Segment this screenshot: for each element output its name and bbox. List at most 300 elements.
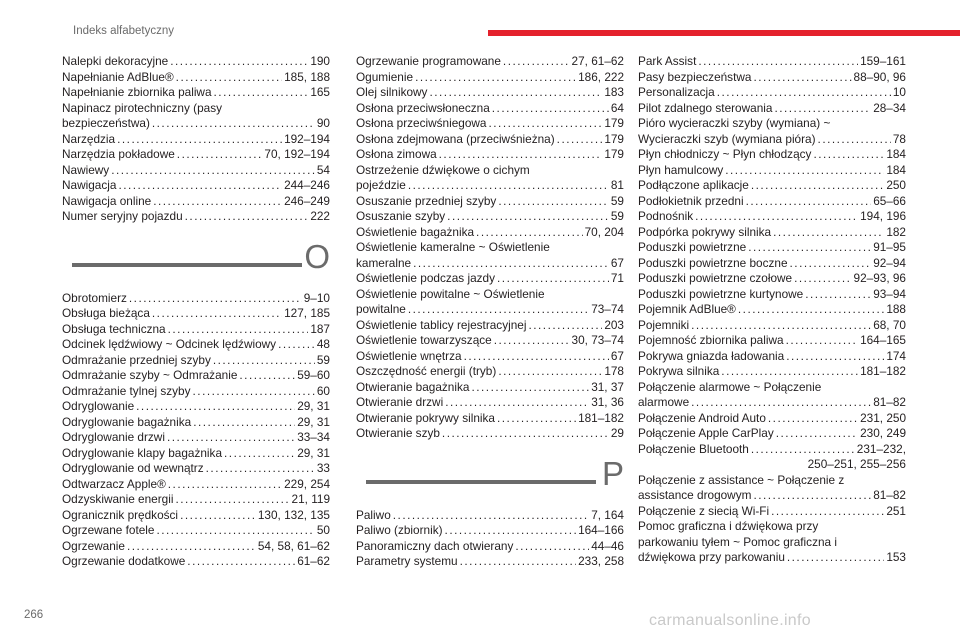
index-entry xyxy=(356,318,624,334)
index-entry xyxy=(356,411,624,427)
index-entry-text: Park Assist xyxy=(638,54,697,68)
index-entry-text: Ogranicznik prędkości xyxy=(62,507,179,522)
dot-leader xyxy=(813,147,884,163)
index-entry-pages: 31, 36 xyxy=(591,395,624,409)
dot-leader xyxy=(156,523,314,539)
dot-leader xyxy=(717,85,891,101)
dot-leader xyxy=(774,101,871,117)
index-entry xyxy=(62,430,330,446)
dot-leader xyxy=(415,70,576,86)
index-entry xyxy=(356,539,624,555)
index-entry-pages: 29, 31 xyxy=(297,399,330,413)
dot-leader xyxy=(180,508,256,524)
index-entry-pages: 73–74 xyxy=(591,302,624,316)
dot-leader xyxy=(429,85,602,101)
dot-leader xyxy=(557,132,603,148)
index-entry-text: Otwieranie drzwi xyxy=(356,395,444,409)
index-entry-text: Nalepki dekoracyjne xyxy=(62,54,169,68)
index-entry-text: Odryglowanie bagażnika xyxy=(62,414,192,429)
index-entry xyxy=(62,384,330,400)
index-entry-pages: 61–62 xyxy=(297,554,330,568)
dot-leader xyxy=(753,488,871,504)
index-entry-pages: 92–93, 96 xyxy=(853,271,906,285)
dot-leader xyxy=(185,209,309,225)
index-entry-text: Ogrzewanie programowane xyxy=(356,54,501,68)
dot-leader xyxy=(206,461,315,477)
index-entry xyxy=(638,70,906,86)
index-entry-pages: 88–90, 96 xyxy=(853,69,906,84)
index-entry-text: Ogumienie xyxy=(356,69,414,84)
dot-leader xyxy=(176,70,282,86)
dot-leader xyxy=(167,430,295,446)
index-entry-text-line: Oświetlenie kameralne ~ Oświetlenie xyxy=(356,240,550,254)
index-entry xyxy=(62,209,330,225)
index-entry-pages: 28–34 xyxy=(873,100,906,115)
index-entry-pages: 7, 164 xyxy=(591,507,624,522)
index-entry-pages: 153 xyxy=(886,550,906,564)
index-entry-text: Oświetlenie podczas jazdy xyxy=(356,271,496,285)
index-entry-pages: 29, 31 xyxy=(297,445,330,460)
index-entry xyxy=(638,442,906,473)
index-entry-pages: 203 xyxy=(604,317,624,332)
index-entry-pages: 246–249 xyxy=(284,193,330,208)
index-entry xyxy=(62,353,330,369)
dot-leader xyxy=(168,322,309,338)
index-entry-pages: 179 xyxy=(604,131,624,146)
dot-leader xyxy=(447,209,609,225)
index-entry xyxy=(62,446,330,462)
index-entry-pages-continued: 250–251, 255–256 xyxy=(807,457,906,471)
index-entry xyxy=(62,523,330,539)
dot-leader xyxy=(408,302,589,318)
index-entry-pages: 59–60 xyxy=(297,368,330,382)
index-entry xyxy=(356,554,624,570)
index-entry-pages: 244–246 xyxy=(284,178,330,192)
index-entry-pages: 90 xyxy=(316,116,330,130)
index-entry-pages: 10 xyxy=(892,85,906,99)
index-entry-pages: 67 xyxy=(610,255,624,270)
dot-leader xyxy=(153,194,282,210)
index-entry xyxy=(638,519,906,566)
index-entry-pages: 251 xyxy=(886,503,906,518)
index-entry-text: Odryglowanie xyxy=(62,399,135,413)
dot-leader xyxy=(111,163,315,179)
section-rule xyxy=(366,480,596,484)
index-entry xyxy=(638,504,906,520)
index-entry xyxy=(638,364,906,380)
index-entry-text: Osłona zdejmowana (przeciwśnieżna) xyxy=(356,131,555,146)
index-entry-pages: 250 xyxy=(886,178,906,192)
section-letter: P xyxy=(601,454,624,492)
index-entry xyxy=(638,116,906,147)
index-entry-text: Olej silnikowy xyxy=(356,85,428,99)
index-entry-pages: 67 xyxy=(610,348,624,363)
index-entry-pages: 60 xyxy=(316,383,330,398)
dot-leader xyxy=(691,318,871,334)
index-entry-pages: 229, 254 xyxy=(284,476,330,491)
index-entry-pages: 27, 61–62 xyxy=(571,54,624,68)
index-entry xyxy=(62,508,330,524)
dot-leader xyxy=(152,306,282,322)
index-entry xyxy=(356,209,624,225)
index-entry xyxy=(62,477,330,493)
index-entry-text: Nawigacja xyxy=(62,178,117,192)
index-entry xyxy=(62,368,330,384)
index-entry xyxy=(62,178,330,194)
index-entry-text: Pasy bezpieczeństwa xyxy=(638,69,752,84)
index-entry xyxy=(638,240,906,256)
dot-leader xyxy=(170,54,308,70)
index-entry-pages: 81 xyxy=(610,178,624,192)
index-entry-text: Podłokietnik przedni xyxy=(638,193,744,208)
index-entry-text: Oświetlenie bagażnika xyxy=(356,224,475,239)
index-entry xyxy=(356,240,624,271)
dot-leader xyxy=(528,318,602,334)
index-entry-text: Obsługa techniczna xyxy=(62,321,166,336)
index-entry-text: Odmrażanie tylnej szyby xyxy=(62,383,191,398)
dot-leader xyxy=(751,442,855,458)
dot-leader xyxy=(278,337,315,353)
index-entry-pages: 184 xyxy=(886,147,906,161)
index-entry-pages: 70, 204 xyxy=(584,224,624,239)
index-entry-text: Podnośnik xyxy=(638,209,694,223)
index-entry-text: Osuszanie przedniej szyby xyxy=(356,193,497,208)
index-entry-pages: 186, 222 xyxy=(578,69,624,84)
index-entry-pages: 92–94 xyxy=(873,255,906,270)
index-entry-text: pojeździe xyxy=(356,178,406,192)
dot-leader xyxy=(746,194,872,210)
index-entry xyxy=(356,70,624,86)
index-entry-pages: 54 xyxy=(316,162,330,177)
index-entry xyxy=(638,426,906,442)
index-entry-text: Pokrywa gniazda ładowania xyxy=(638,348,785,363)
index-entry-text: Ogrzewane fotele xyxy=(62,523,155,537)
index-entry-pages: 185, 188 xyxy=(284,69,330,84)
dot-leader xyxy=(787,550,884,566)
index-entry-text: Oszczędność energii (tryb) xyxy=(356,364,497,378)
index-entry-text: Wycieraczki szyb (wymiana pióra) xyxy=(638,131,816,146)
section-rule xyxy=(72,263,302,267)
index-entry xyxy=(638,411,906,427)
dot-leader xyxy=(698,54,858,70)
index-entry-text-line: parkowaniu tyłem ~ Pomoc graficzna i xyxy=(638,534,837,549)
index-entry-text: Osłona przeciwśniegowa xyxy=(356,116,487,130)
index-entry xyxy=(62,322,330,338)
dot-leader xyxy=(118,178,282,194)
index-entry-text: Połączenie Apple CarPlay xyxy=(638,426,774,440)
index-entry xyxy=(638,101,906,117)
index-entry xyxy=(62,492,330,508)
dot-leader xyxy=(239,368,295,384)
index-entry-text: Obsługa bieżąca xyxy=(62,306,150,320)
dot-leader xyxy=(413,256,609,272)
index-entry xyxy=(356,395,624,411)
index-entry xyxy=(62,85,330,101)
index-entry xyxy=(356,194,624,210)
dot-leader xyxy=(445,523,577,539)
index-entry-pages: 165 xyxy=(310,85,330,99)
dot-leader xyxy=(193,384,315,400)
index-entry-text: Osłona zimowa xyxy=(356,147,437,161)
index-entry-pages: 68, 70 xyxy=(873,317,906,332)
index-entry xyxy=(62,554,330,570)
index-entry-pages: 30, 73–74 xyxy=(571,333,624,347)
index-entry-pages: 65–66 xyxy=(873,193,906,208)
dot-leader xyxy=(476,225,583,241)
index-entry-text: Podpórka pokrywy silnika xyxy=(638,224,772,239)
index-column-1 xyxy=(62,54,330,570)
index-entry-text-line: Połączenie alarmowe ~ Połączenie xyxy=(638,379,822,394)
index-entry xyxy=(638,194,906,210)
index-entry-text: Otwieranie pokrywy silnika xyxy=(356,410,495,425)
index-entry-text-line: Ostrzeżenie dźwiękowe o cichym xyxy=(356,162,530,177)
dot-leader xyxy=(503,54,570,70)
index-entry-text: alarmowe xyxy=(638,395,690,409)
index-entry xyxy=(62,194,330,210)
index-entry-text: Pojemność zbiornika paliwa xyxy=(638,333,784,347)
index-entry-text: Poduszki powietrzne czołowe xyxy=(638,271,793,285)
dot-leader xyxy=(794,271,851,287)
index-entry-pages: 91–95 xyxy=(873,240,906,254)
watermark: carmanualsonline.info xyxy=(649,612,811,629)
index-entry-text: Oświetlenie tablicy rejestracyjnej xyxy=(356,317,527,332)
index-entry-text-line: Pomoc graficzna i dźwiękowa przy xyxy=(638,519,819,533)
index-entry xyxy=(62,54,330,70)
dot-leader xyxy=(725,163,884,179)
dot-leader xyxy=(460,554,576,570)
index-entry-text: Narzędzia pokładowe xyxy=(62,147,175,161)
index-entry xyxy=(62,163,330,179)
index-entry-text: Panoramiczny dach otwierany xyxy=(356,538,514,553)
dot-leader xyxy=(213,353,315,369)
index-entry xyxy=(356,271,624,287)
index-entry-text: Poduszki powietrzne xyxy=(638,240,747,254)
index-entry-text: Numer seryjny pojazdu xyxy=(62,209,183,223)
dot-leader xyxy=(721,364,858,380)
index-entry-pages: 59 xyxy=(610,193,624,208)
index-entry-pages: 71 xyxy=(610,271,624,285)
index-entry xyxy=(62,306,330,322)
index-entry-pages: 183 xyxy=(604,85,624,99)
index-entry-text: Odmrażanie szyby ~ Odmrażanie xyxy=(62,368,238,382)
index-entry-text: Płyn chłodniczy ~ Płyn chłodzący xyxy=(638,147,812,161)
index-entry-text: Pojemniki xyxy=(638,317,690,332)
index-entry xyxy=(638,209,906,225)
dot-leader xyxy=(117,132,282,148)
dot-leader xyxy=(805,287,871,303)
index-entry-pages: 48 xyxy=(316,337,330,351)
dot-leader xyxy=(471,380,589,396)
index-entry xyxy=(62,415,330,431)
index-entry xyxy=(638,302,906,318)
running-header-title: Indeks alfabetyczny xyxy=(73,25,175,37)
index-entry-text: Połączenie z siecią Wi-Fi xyxy=(638,503,770,518)
index-entry-pages: 192–194 xyxy=(284,131,330,146)
index-entry-text: Odcinek lędźwiowy ~ Odcinek lędźwiowy xyxy=(62,337,277,351)
index-entry-text: kameralne xyxy=(356,255,412,270)
index-entry-text: Osłona przeciwsłoneczna xyxy=(356,100,490,115)
index-entry xyxy=(356,116,624,132)
index-entry-pages: 127, 185 xyxy=(284,306,330,320)
index-entry-text: Połączenie Bluetooth xyxy=(638,441,749,456)
dot-leader xyxy=(168,477,282,493)
index-entry-pages: 190 xyxy=(310,54,330,68)
index-entry xyxy=(638,380,906,411)
index-entry xyxy=(356,85,624,101)
index-entry xyxy=(638,54,906,70)
index-entry-pages: 33 xyxy=(316,461,330,475)
index-entry-pages: 70, 192–194 xyxy=(264,147,330,161)
dot-leader xyxy=(786,333,858,349)
index-entry-text: Poduszki powietrzne kurtynowe xyxy=(638,286,804,301)
dot-leader xyxy=(776,426,858,442)
index-entry-pages: 174 xyxy=(886,348,906,363)
dot-leader xyxy=(498,364,602,380)
dot-leader xyxy=(818,132,891,148)
dot-leader xyxy=(445,395,589,411)
index-entry-text-line: Połączenie z assistance ~ Połączenie z xyxy=(638,472,845,487)
index-entry xyxy=(638,163,906,179)
dot-leader xyxy=(497,271,609,287)
index-entry-pages: 31, 37 xyxy=(591,379,624,394)
dot-leader xyxy=(773,225,884,241)
index-entry-text: Paliwo (zbiornik) xyxy=(356,523,443,537)
index-entry-text: Paliwo xyxy=(356,507,391,522)
index-entry xyxy=(356,349,624,365)
index-entry xyxy=(62,291,330,307)
index-entry xyxy=(62,70,330,86)
index-entry-text: Pokrywa silnika xyxy=(638,364,720,378)
index-column-3 xyxy=(638,54,906,566)
index-entry-pages: 9–10 xyxy=(303,290,330,305)
dot-leader xyxy=(129,291,302,307)
index-entry xyxy=(356,364,624,380)
dot-leader xyxy=(748,240,871,256)
index-entry-text: Napełnianie zbiornika paliwa xyxy=(62,85,212,99)
index-entry-text: Narzędzia xyxy=(62,131,116,146)
index-entry-text: Odryglowanie od wewnątrz xyxy=(62,461,204,475)
index-entry-text: powitalne xyxy=(356,302,406,316)
dot-leader xyxy=(489,116,603,132)
dot-leader xyxy=(492,101,609,117)
index-entry xyxy=(62,147,330,163)
index-entry xyxy=(62,132,330,148)
index-column-2 xyxy=(356,54,624,570)
index-entry xyxy=(638,225,906,241)
index-entry-text: Otwieranie szyb xyxy=(356,426,440,440)
dot-leader xyxy=(790,256,872,272)
dot-leader xyxy=(464,349,609,365)
index-entry-text: Odtwarzacz Apple® xyxy=(62,476,166,491)
index-entry-text: assistance drogowym xyxy=(638,488,752,502)
index-entry xyxy=(356,380,624,396)
index-entry-pages: 233, 258 xyxy=(578,554,624,568)
index-entry xyxy=(638,271,906,287)
index-entry-pages: 54, 58, 61–62 xyxy=(257,538,330,553)
index-entry-text-line: Oświetlenie powitalne ~ Oświetlenie xyxy=(356,286,545,301)
dot-leader xyxy=(152,116,315,132)
index-entry-pages: 184 xyxy=(886,162,906,177)
dot-leader xyxy=(175,492,289,508)
index-entry xyxy=(356,287,624,318)
index-entry-text: Odryglowanie klapy bagażnika xyxy=(62,445,223,460)
dot-leader xyxy=(494,333,570,349)
index-entry-pages: 231, 250 xyxy=(860,410,906,425)
index-entry-pages: 29, 31 xyxy=(297,414,330,429)
index-entry xyxy=(356,225,624,241)
dot-leader xyxy=(691,395,871,411)
index-entry-pages: 33–34 xyxy=(297,430,330,444)
index-entry xyxy=(62,101,330,132)
index-entry-text: Pilot zdalnego sterowania xyxy=(638,100,773,115)
index-entry xyxy=(638,178,906,194)
index-entry-text: Odmrażanie przedniej szyby xyxy=(62,352,211,367)
index-entry-text: Oświetlenie towarzyszące xyxy=(356,333,492,347)
index-entry-text: dźwiękowa przy parkowaniu xyxy=(638,550,785,564)
index-entry xyxy=(638,287,906,303)
index-entry xyxy=(356,508,624,524)
index-entry-pages: 222 xyxy=(310,209,330,223)
dot-leader xyxy=(193,415,295,431)
index-entry-text: Otwieranie bagażnika xyxy=(356,379,470,394)
dot-leader xyxy=(393,508,589,524)
dot-leader xyxy=(515,539,589,555)
dot-leader xyxy=(127,539,256,555)
index-entry xyxy=(62,337,330,353)
index-entry-text: Napełnianie AdBlue® xyxy=(62,69,174,84)
index-entry-pages: 44–46 xyxy=(591,538,624,553)
index-entry xyxy=(356,333,624,349)
index-entry-pages: 164–166 xyxy=(578,523,624,537)
index-entry-text: Ogrzewanie dodatkowe xyxy=(62,554,186,568)
dot-leader xyxy=(497,411,576,427)
index-entry-text: Odzyskiwanie energii xyxy=(62,492,174,506)
index-entry-pages: 194, 196 xyxy=(860,209,906,223)
index-entry-pages: 59 xyxy=(610,209,624,223)
index-entry xyxy=(638,473,906,504)
section-divider xyxy=(356,454,624,502)
index-entry xyxy=(62,461,330,477)
section-divider xyxy=(62,237,330,285)
index-entry-pages: 159–161 xyxy=(860,54,906,68)
dot-leader xyxy=(738,302,884,318)
index-entry xyxy=(638,333,906,349)
dot-leader xyxy=(751,178,884,194)
index-entry xyxy=(638,147,906,163)
index-entry-text: Podłączone aplikacje xyxy=(638,178,749,192)
index-entry-pages: 230, 249 xyxy=(860,426,906,440)
dot-leader xyxy=(136,399,295,415)
index-entry xyxy=(62,539,330,555)
index-entry-pages: 21, 119 xyxy=(291,492,330,506)
index-entry xyxy=(356,147,624,163)
dot-leader xyxy=(187,554,295,570)
dot-leader xyxy=(768,411,858,427)
index-entry-pages: 179 xyxy=(604,116,624,130)
index-entry-text: bezpieczeństwa) xyxy=(62,116,150,130)
dot-leader xyxy=(439,147,603,163)
index-entry-text: Płyn hamulcowy xyxy=(638,162,724,177)
index-entry xyxy=(356,54,624,70)
index-entry-text: Osuszanie szyby xyxy=(356,209,446,223)
dot-leader xyxy=(224,446,295,462)
index-entry xyxy=(356,132,624,148)
page-number: 266 xyxy=(24,609,44,621)
index-entry-pages: 181–182 xyxy=(860,364,906,378)
index-entry-pages: 178 xyxy=(604,364,624,378)
index-entry xyxy=(356,426,624,442)
index-entry-pages: 50 xyxy=(316,523,330,537)
